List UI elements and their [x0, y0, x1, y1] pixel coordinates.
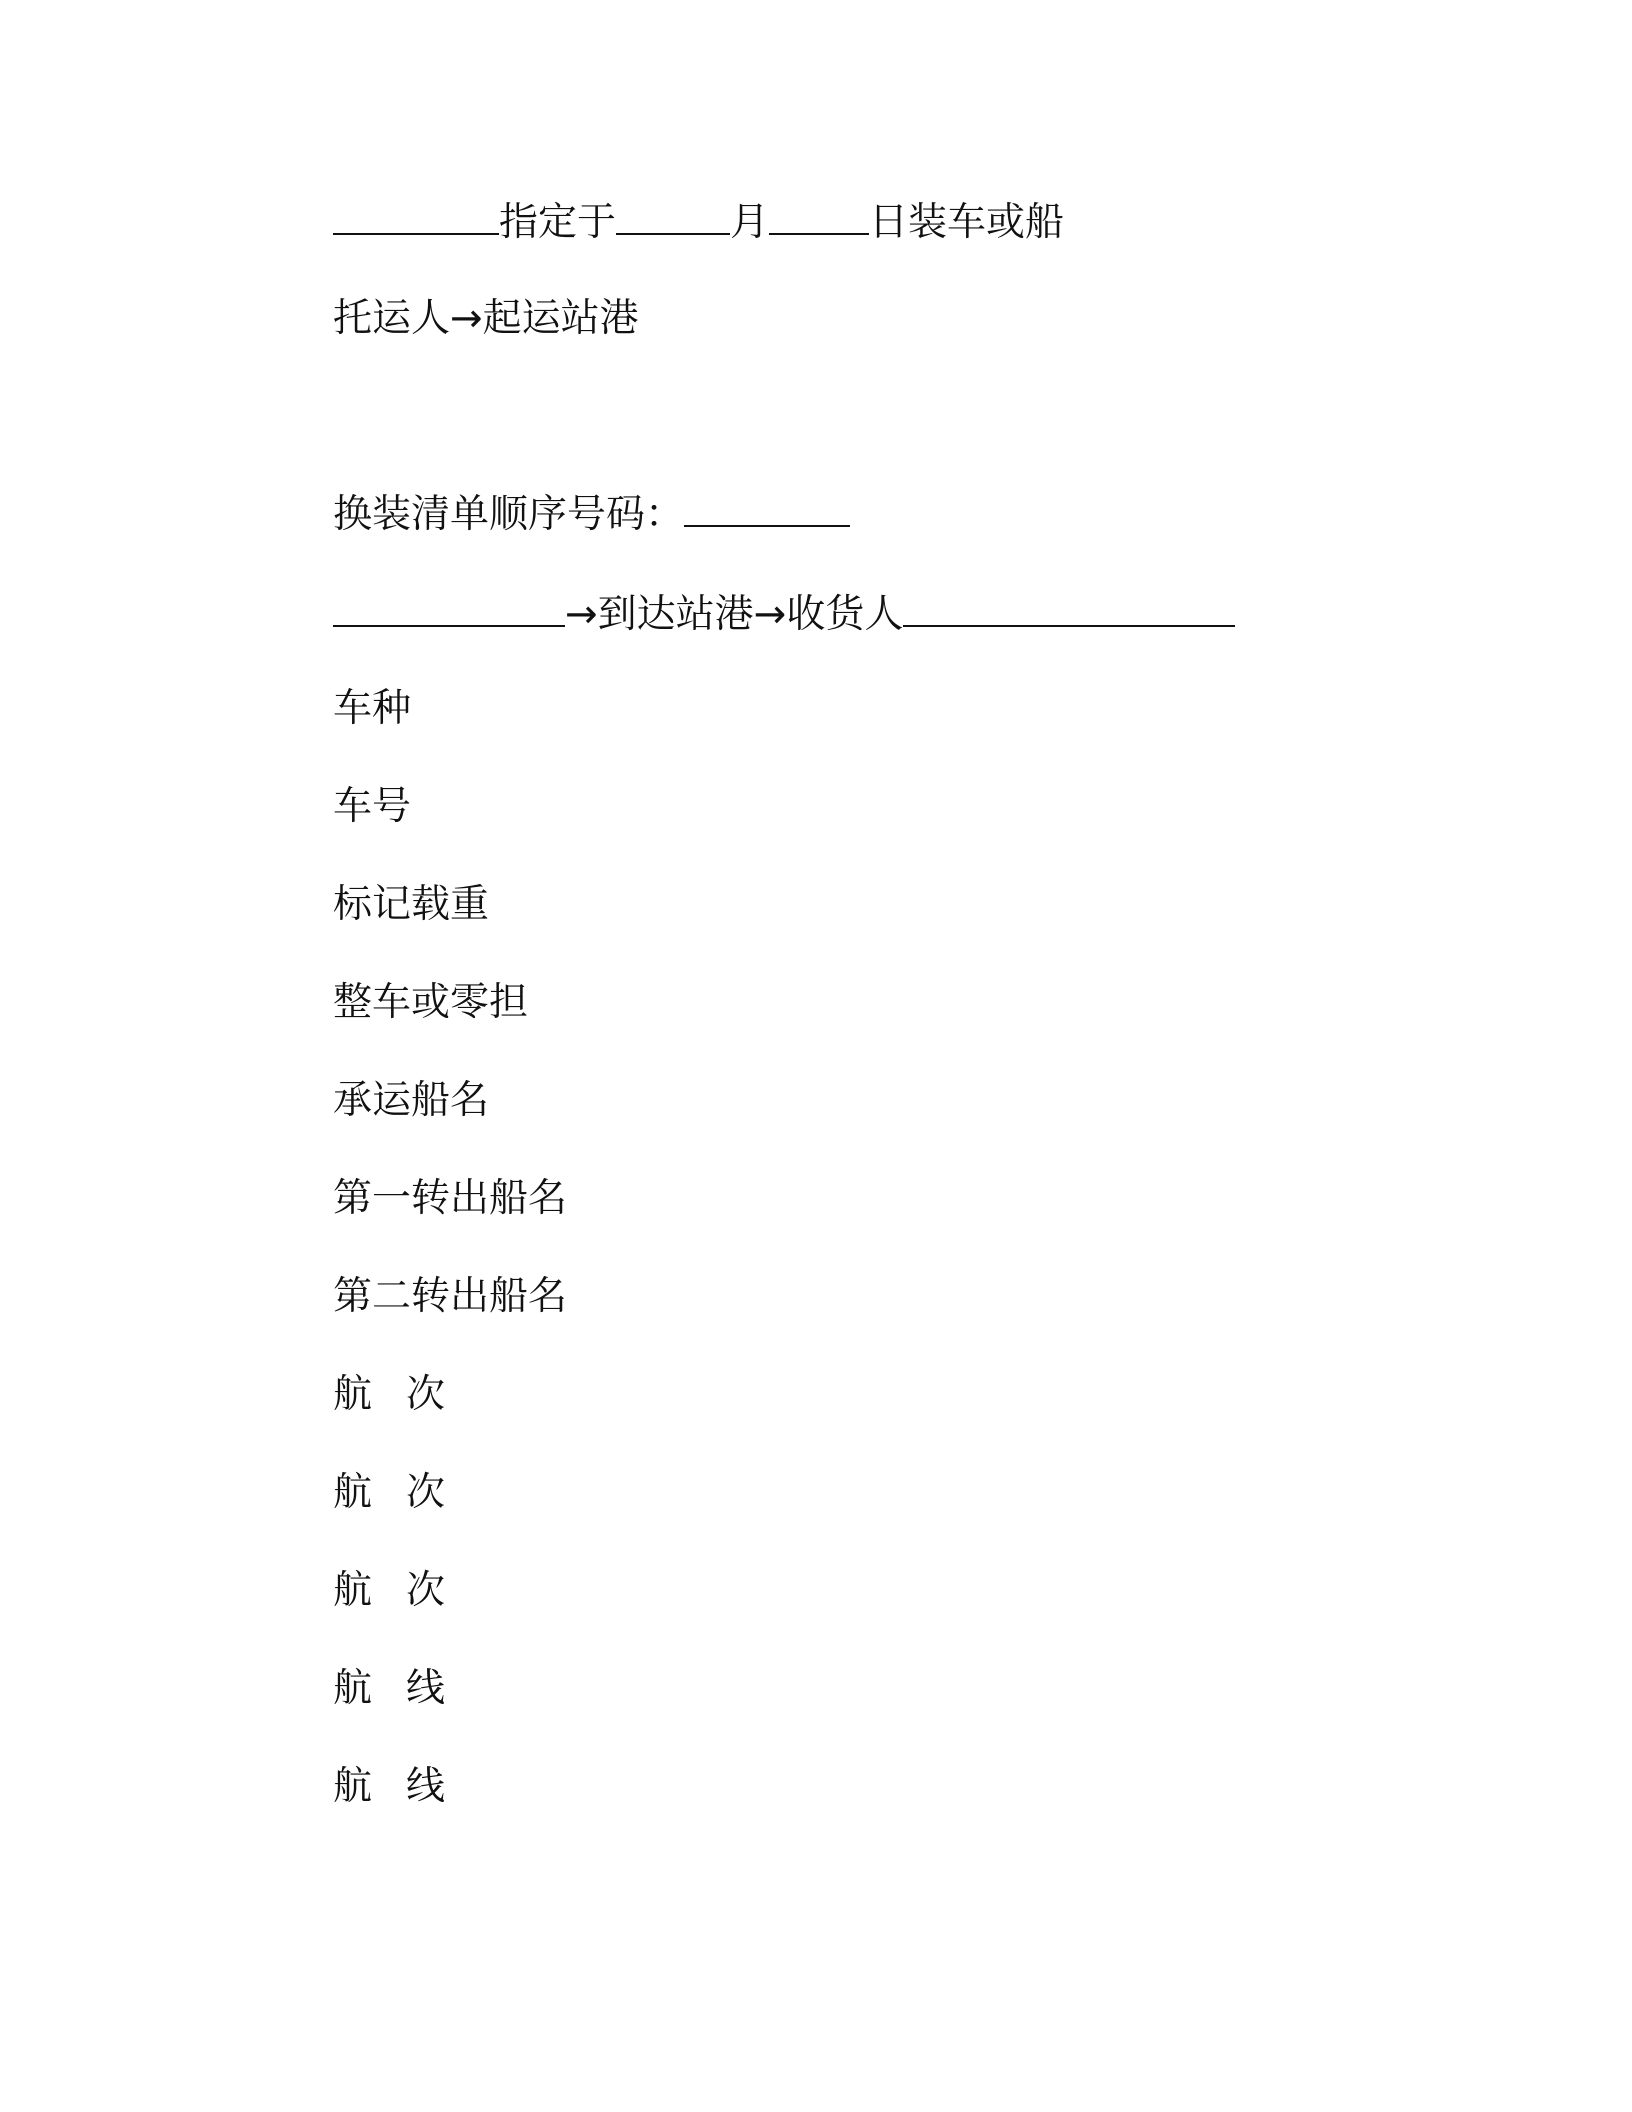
designator-blank	[333, 199, 499, 235]
month-text: 月	[730, 200, 770, 245]
field-label: 车种	[333, 686, 412, 731]
field-label: 第一转出船名	[333, 1176, 568, 1221]
field-label: 车号	[333, 784, 412, 829]
field-label-part: 线	[406, 1764, 446, 1809]
shipper-route-line	[333, 294, 639, 344]
field-first-transfer-ship	[333, 1174, 567, 1224]
field-label-part: 次	[406, 1372, 446, 1417]
field-marked-load	[333, 880, 489, 930]
field-label: 整车或零担	[333, 980, 529, 1025]
field-label: 标记载重	[333, 882, 490, 927]
loading-date-line	[333, 198, 1064, 248]
field-label-part: 线	[406, 1666, 446, 1711]
transfer-list-number-blank	[684, 491, 850, 527]
day-loading-text: 日装车或船	[869, 200, 1065, 245]
field-route-1	[333, 1664, 445, 1714]
field-carrier-ship	[333, 1076, 489, 1126]
field-label-part: 航	[333, 1568, 373, 1613]
field-voyage-2	[333, 1468, 445, 1518]
field-vehicle-type	[333, 684, 411, 734]
transfer-list-line	[333, 490, 850, 540]
field-route-2	[333, 1762, 445, 1812]
field-voyage-1	[333, 1370, 445, 1420]
field-voyage-3	[333, 1566, 445, 1616]
field-label: 第二转出船名	[333, 1274, 568, 1319]
route-origin-blank	[333, 591, 565, 627]
field-label-part: 航	[333, 1372, 373, 1417]
month-blank	[616, 199, 730, 235]
field-label-part: 航	[333, 1764, 373, 1809]
field-carload-or-lcl	[333, 978, 528, 1028]
shipper-route-text: 托运人→起运站港	[333, 296, 639, 341]
arrival-route-text: →到达站港→收货人	[565, 592, 904, 637]
day-blank	[769, 199, 869, 235]
field-label-part: 次	[406, 1568, 446, 1613]
arrival-route-line	[333, 590, 1235, 640]
field-label-part: 次	[406, 1470, 446, 1515]
transfer-list-label: 换装清单顺序号码：	[333, 492, 685, 537]
field-label-part: 航	[333, 1470, 373, 1515]
field-vehicle-number	[333, 782, 411, 832]
field-label: 承运船名	[333, 1078, 490, 1123]
designated-at-text: 指定于	[499, 200, 617, 245]
field-label-part: 航	[333, 1666, 373, 1711]
consignee-blank	[903, 591, 1235, 627]
field-second-transfer-ship	[333, 1272, 567, 1322]
